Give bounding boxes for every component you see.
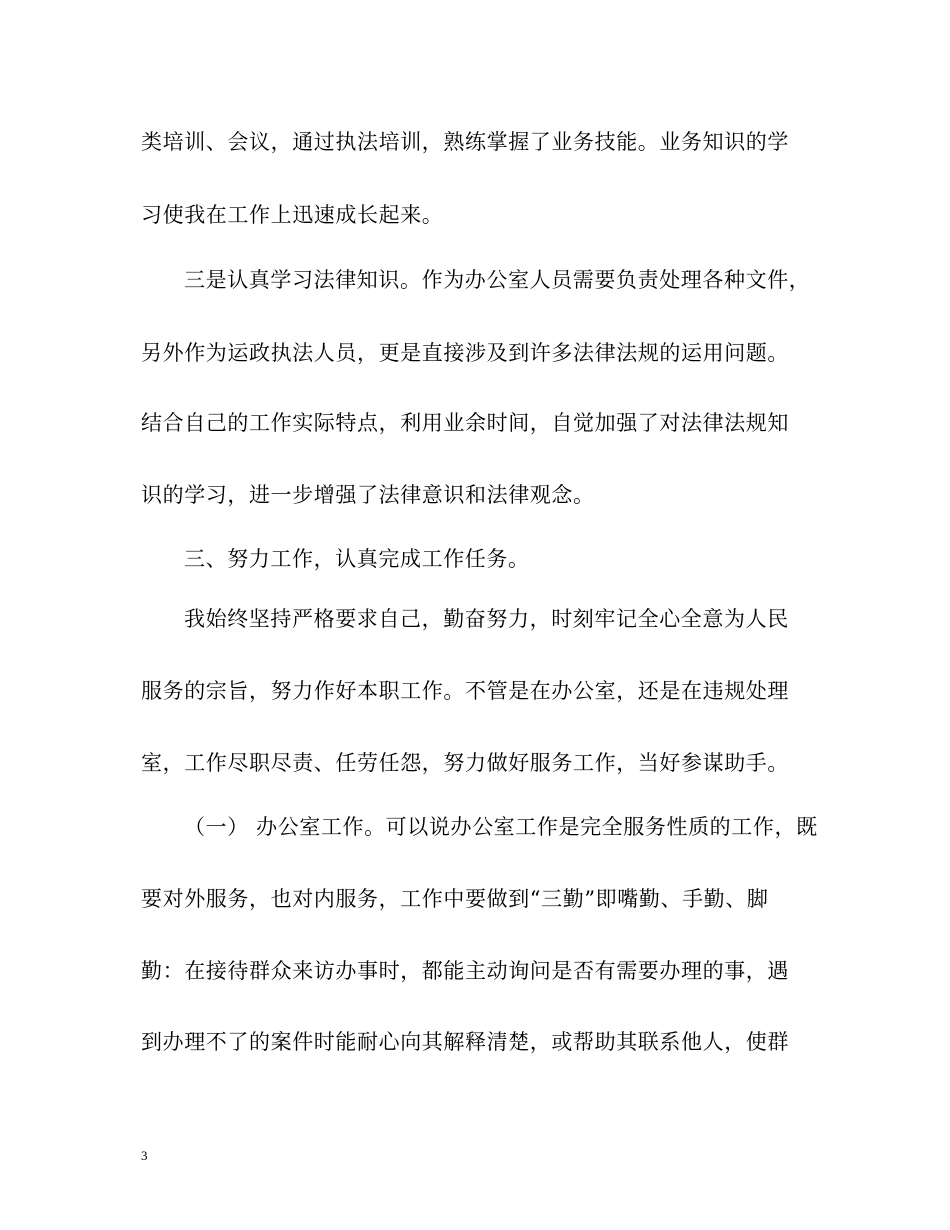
text-line: 识的学习，进一步增强了法律意识和法律观念。	[141, 483, 595, 507]
paragraph-line: 三是认真学习法律知识。作为办公室人员需要负责处理各种文件，	[184, 268, 811, 292]
paragraph-line: 我始终坚持严格要求自己，勤奋努力，时刻牢记全心全意为人民	[184, 607, 789, 631]
text-line: 类培训、会议，通过执法培训，熟练掌握了业务技能。业务知识的学	[141, 130, 789, 154]
text-line: 另外作为运政执法人员，更是直接涉及到许多法律法规的运用问题。	[141, 341, 789, 365]
text-line: 结合自己的工作实际特点，利用业余时间，自觉加强了对法律法规知	[141, 411, 789, 435]
text-line: 要对外服务，也对内服务，工作中要做到“三勤”即嘴勤、手勤、脚	[141, 887, 769, 911]
section-heading: 三、努力工作，认真完成工作任务。	[184, 547, 530, 571]
text-line: 服务的宗旨，努力作好本职工作。不管是在办公室，还是在违规处理	[141, 679, 789, 703]
text-line: 勤：在接待群众来访办事时，都能主动询问是否有需要办理的事，遇	[141, 959, 789, 983]
paragraph-line: （一） 办公室工作。可以说办公室工作是完全服务性质的工作，既	[184, 815, 818, 839]
text-line: 习使我在工作上迅速成长起来。	[141, 203, 444, 227]
text-line: 室，工作尽职尽责、任劳任怨，努力做好服务工作，当好参谋助手。	[141, 751, 789, 775]
page-number: 3	[141, 1148, 148, 1163]
text-line: 到办理不了的案件时能耐心向其解释清楚，或帮助其联系他人，使群	[141, 1030, 789, 1054]
